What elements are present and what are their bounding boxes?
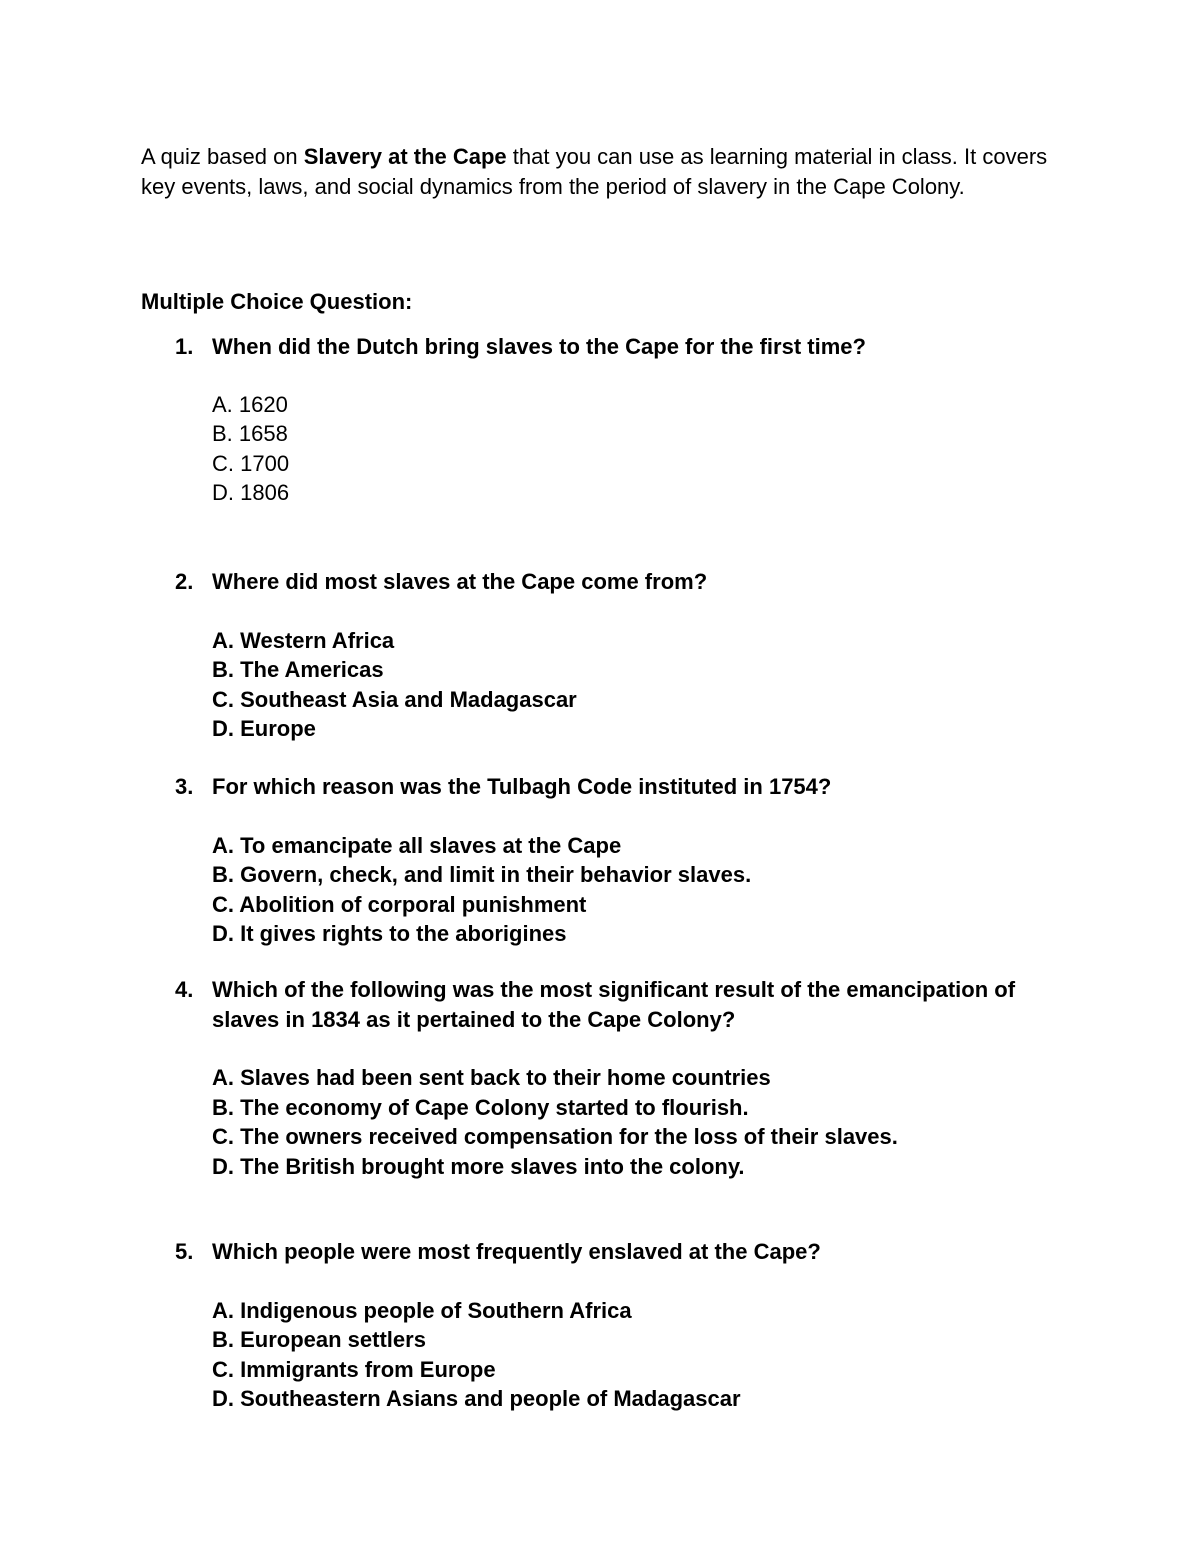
answer-option: B. European settlers — [212, 1327, 426, 1352]
answer-option: D. Europe — [212, 716, 316, 741]
question-4 — [141, 975, 1081, 1181]
answer-option: B. The economy of Cape Colony started to flourish. — [212, 1094, 749, 1120]
answer-option: D. It gives rights to the aborigines — [212, 921, 567, 946]
answer-option: A. 1620 — [212, 391, 288, 417]
section-heading: Multiple Choice Question: — [141, 289, 413, 314]
question-number: 3. — [175, 774, 194, 799]
answer-option: B. Govern, check, and limit in their behavior slaves. — [212, 862, 752, 887]
question-prompt: Where did most slaves at the Cape come from? — [212, 569, 708, 594]
question-prompt: Which people were most frequently enslaved at the Cape? — [212, 1239, 821, 1264]
question-prompt: When did the Dutch bring slaves to the Cape for the first time? — [212, 334, 866, 359]
answer-options — [141, 831, 1081, 949]
intro-prefix: A quiz based on — [141, 144, 304, 169]
question-prompt: For which reason was the Tulbagh Code instituted in 1754? — [212, 774, 832, 799]
question-text — [141, 1237, 1081, 1267]
answer-option: A. Western Africa — [212, 627, 395, 653]
question-number: 5. — [175, 1239, 194, 1264]
question-text — [141, 567, 1081, 597]
answer-options — [141, 1063, 1081, 1181]
question-number: 2. — [175, 569, 194, 594]
answer-options — [141, 1296, 1081, 1414]
question-text — [141, 332, 1081, 362]
question-prompt: Which of the following was the most significant result of the emancipation of slaves in 1834 as it pertained to the Cape Colony? — [212, 977, 1016, 1032]
answer-option: D. 1806 — [212, 480, 290, 505]
question-1 — [141, 332, 1081, 508]
answer-options — [141, 390, 1081, 508]
question-5 — [141, 1237, 1081, 1414]
answer-option: D. The British brought more slaves into the colony. — [212, 1153, 745, 1179]
answer-option: D. Southeastern Asians and people of Madagascar — [212, 1386, 741, 1411]
question-text — [141, 772, 1081, 802]
intro-topic: Slavery at the Cape — [303, 144, 507, 169]
answer-options — [141, 626, 1081, 744]
answer-option: A. To emancipate all slaves at the Cape — [212, 832, 622, 858]
answer-option: C. Immigrants from Europe — [212, 1356, 496, 1382]
intro-suffix: that you can use as learning material in class. It covers key events, laws, and social dynamics from the period of slavery in the Cape Colony. — [141, 144, 1048, 199]
question-text — [141, 975, 1081, 1034]
answer-option: C. The owners received compensation for the loss of their slaves. — [212, 1124, 898, 1149]
answer-option: A. Indigenous people of Southern Africa — [212, 1297, 632, 1323]
answer-option: C. Southeast Asia and Madagascar — [212, 686, 577, 712]
question-3 — [141, 772, 1081, 949]
question-2 — [141, 567, 1081, 744]
answer-option: B. The Americas — [212, 657, 384, 682]
answer-option: C. 1700 — [212, 450, 290, 476]
question-number: 4. — [175, 977, 194, 1002]
intro-paragraph — [141, 142, 1061, 201]
answer-option: B. 1658 — [212, 421, 288, 446]
answer-option: A. Slaves had been sent back to their home countries — [212, 1065, 771, 1090]
question-number: 1. — [175, 334, 194, 359]
answer-option: C. Abolition of corporal punishment — [212, 891, 587, 917]
